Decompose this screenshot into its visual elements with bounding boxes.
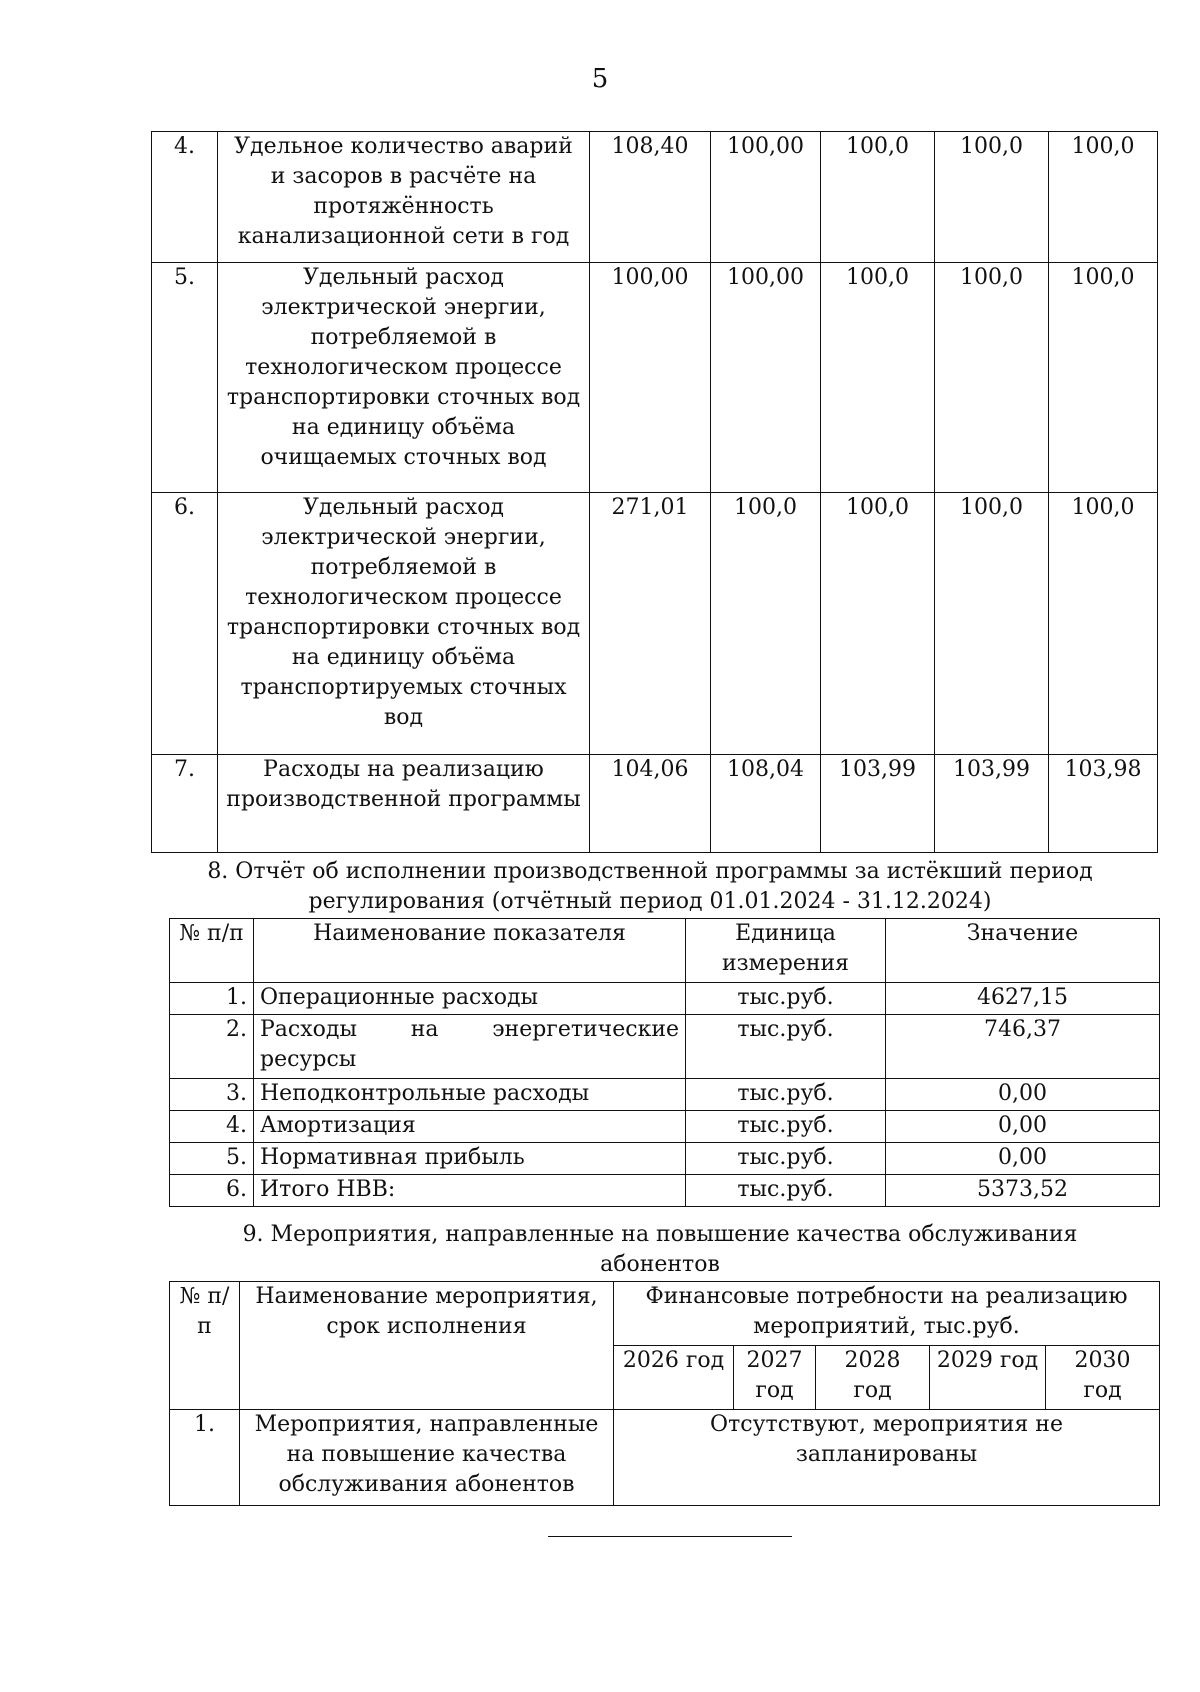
row-number: 3. <box>170 1079 254 1111</box>
section-9-heading: 9. Мероприятия, направленные на повышение качества обслуживания абонентов <box>242 1222 1078 1277</box>
indicator-name: Операционные расходы <box>254 983 686 1015</box>
column-header-value: Значение <box>886 919 1160 983</box>
value-cell: 746,37 <box>886 1015 1160 1079</box>
table-row <box>170 1175 1160 1207</box>
value-cell: 108,04 <box>711 755 821 853</box>
value-cell: 104,06 <box>590 755 711 853</box>
section-8-heading: 8. Отчёт об исполнении производственной программы за истёкший период регулирования (отчётный период 01.01.2024 - 31.12.2024) <box>207 859 1093 914</box>
value-cell: 0,00 <box>886 1143 1160 1175</box>
column-header-name: Наименование мероприятия, срок исполнения <box>240 1282 614 1410</box>
column-header-number: № п/п <box>170 1282 240 1410</box>
row-number: 1. <box>170 1410 240 1506</box>
row-number: 5. <box>152 263 218 493</box>
value-cell: 100,00 <box>711 263 821 493</box>
indicator-name: Удельный расход электрической энергии, потребляемой в технологическом процессе транспортировки сточных вод на единицу объёма транспортируемых сточных вод <box>218 493 590 755</box>
table-row <box>170 983 1160 1015</box>
indicator-name: Расходы на реализацию производственной программы <box>218 755 590 853</box>
value-cell: 100,0 <box>935 263 1049 493</box>
row-number: 5. <box>170 1143 254 1175</box>
column-header-number: № п/п <box>170 919 254 983</box>
unit-cell: тыс.руб. <box>686 983 886 1015</box>
value-cell: 103,99 <box>821 755 935 853</box>
row-number: 2. <box>170 1015 254 1079</box>
end-rule <box>548 1536 792 1537</box>
measure-note: Отсутствуют, мероприятия не запланированы <box>614 1410 1160 1506</box>
value-cell: 0,00 <box>886 1111 1160 1143</box>
indicator-name: Расходы на энергетические ресурсы <box>254 1015 686 1079</box>
year-header: 2028 год <box>816 1346 930 1410</box>
value-cell: 100,0 <box>1049 132 1158 263</box>
value-cell: 5373,52 <box>886 1175 1160 1207</box>
value-cell: 100,0 <box>935 132 1049 263</box>
year-header: 2029 год <box>930 1346 1046 1410</box>
unit-cell: тыс.руб. <box>686 1015 886 1079</box>
table-header-row <box>170 919 1160 983</box>
table-row <box>170 1111 1160 1143</box>
measure-name: Мероприятия, направленные на повышение качества обслуживания абонентов <box>240 1410 614 1506</box>
table-row <box>152 755 1158 853</box>
report-table <box>169 918 1160 1207</box>
table-row <box>152 132 1158 263</box>
indicator-name: Неподконтрольные расходы <box>254 1079 686 1111</box>
value-cell: 100,00 <box>711 132 821 263</box>
value-cell: 100,0 <box>1049 263 1158 493</box>
row-number: 6. <box>152 493 218 755</box>
value-cell: 100,0 <box>821 263 935 493</box>
page-number: 5 <box>591 64 609 94</box>
value-cell: 4627,15 <box>886 983 1160 1015</box>
table-header-row <box>170 1282 1160 1346</box>
value-cell: 100,00 <box>590 263 711 493</box>
value-cell: 0,00 <box>886 1079 1160 1111</box>
table-row <box>170 1410 1160 1506</box>
value-cell: 100,0 <box>935 493 1049 755</box>
value-cell: 103,99 <box>935 755 1049 853</box>
unit-cell: тыс.руб. <box>686 1079 886 1111</box>
table-row <box>152 263 1158 493</box>
year-header: 2030 год <box>1046 1346 1160 1410</box>
row-number: 4. <box>152 132 218 263</box>
unit-cell: тыс.руб. <box>686 1175 886 1207</box>
indicators-table <box>151 131 1158 853</box>
value-cell: 108,40 <box>590 132 711 263</box>
value-cell: 271,01 <box>590 493 711 755</box>
unit-cell: тыс.руб. <box>686 1143 886 1175</box>
indicator-name: Удельный расход электрической энергии, потребляемой в технологическом процессе транспортировки сточных вод на единицу объёма очищаемых сточных вод <box>218 263 590 493</box>
indicator-name: Амортизация <box>254 1111 686 1143</box>
year-header: 2027 год <box>734 1346 816 1410</box>
row-number: 6. <box>170 1175 254 1207</box>
indicator-name: Удельное количество аварий и засоров в расчёте на протяжённость канализационной сети в год <box>218 132 590 263</box>
year-header: 2026 год <box>614 1346 734 1410</box>
value-cell: 100,0 <box>1049 493 1158 755</box>
row-number: 4. <box>170 1111 254 1143</box>
value-cell: 100,0 <box>821 132 935 263</box>
measures-table <box>169 1281 1160 1506</box>
row-number: 7. <box>152 755 218 853</box>
unit-cell: тыс.руб. <box>686 1111 886 1143</box>
table-row <box>170 1015 1160 1079</box>
table-row <box>170 1143 1160 1175</box>
table-row <box>170 1079 1160 1111</box>
value-cell: 100,0 <box>821 493 935 755</box>
indicator-name: Итого НВВ: <box>254 1175 686 1207</box>
row-number: 1. <box>170 983 254 1015</box>
table-row <box>152 493 1158 755</box>
indicator-name: Нормативная прибыль <box>254 1143 686 1175</box>
column-header-name: Наименование показателя <box>254 919 686 983</box>
column-header-finance: Финансовые потребности на реализацию мероприятий, тыс.руб. <box>614 1282 1160 1346</box>
value-cell: 100,0 <box>711 493 821 755</box>
value-cell: 103,98 <box>1049 755 1158 853</box>
column-header-unit: Единица измерения <box>686 919 886 983</box>
